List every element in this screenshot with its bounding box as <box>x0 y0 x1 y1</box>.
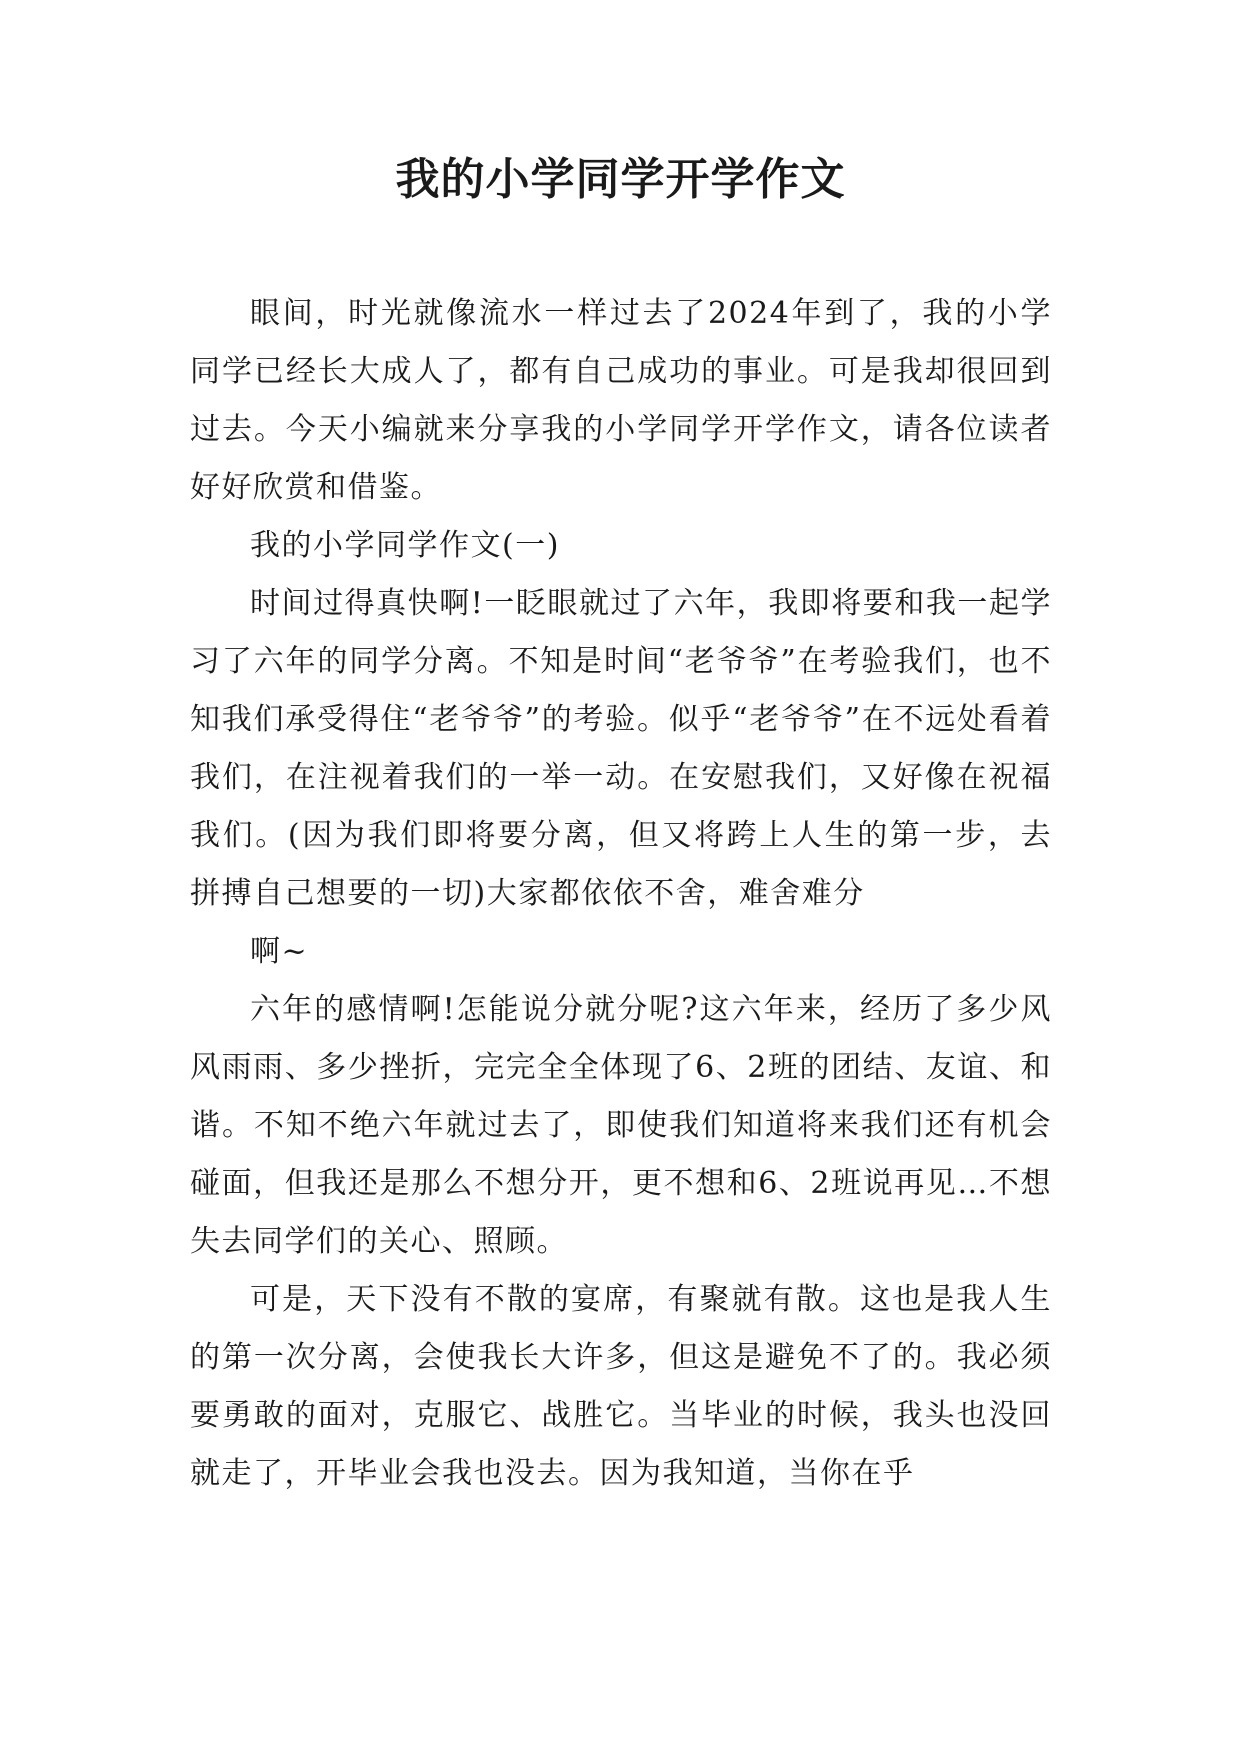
paragraph: 时间过得真快啊!一眨眼就过了六年，我即将要和我一起学习了六年的同学分离。不知是时间“老爷爷”在考验我们，也不知我们承受得住“老爷爷”的考验。似乎“老爷爷”在不远处看着我们，在注视着我们的一举一动。在安慰我们，又好像在祝福我们。(因为我们即将要分离，但又将跨上人生的第一步，去拼搏自己想要的一切)大家都依依不舍，难舍难分 <box>190 586 1052 911</box>
paragraph: 啊~ <box>250 934 309 969</box>
paragraph: 可是，天下没有不散的宴席，有聚就有散。这也是我人生的第一次分离，会使我长大许多，但这是避免不了的。我必须要勇敢的面对，克服它、战胜它。当毕业的时候，我头也没回就走了，开毕业会我也没去。因为我知道，当你在乎 <box>190 1282 1052 1491</box>
paragraph-intro: 眼间，时光就像流水一样过去了2024年到了，我的小学同学已经长大成人了，都有自己成功的事业。可是我却很回到过去。今天小编就来分享我的小学同学开学作文，请各位读者好好欣赏和借鉴。 <box>190 296 1052 505</box>
document-title: 我的小学同学开学作文 <box>395 154 846 205</box>
paragraph: 六年的感情啊!怎能说分就分呢?这六年来，经历了多少风风雨雨、多少挫折，完完全全体现了6、2班的团结、友谊、和谐。不知不绝六年就过去了，即使我们知道将来我们还有机会碰面，但我还是那么不想分开，更不想和6、2班说再见…不想失去同学们的关心、照顾。 <box>190 992 1052 1259</box>
document-body <box>190 285 1052 1503</box>
section-heading: 我的小学同学作文(一) <box>250 528 560 563</box>
